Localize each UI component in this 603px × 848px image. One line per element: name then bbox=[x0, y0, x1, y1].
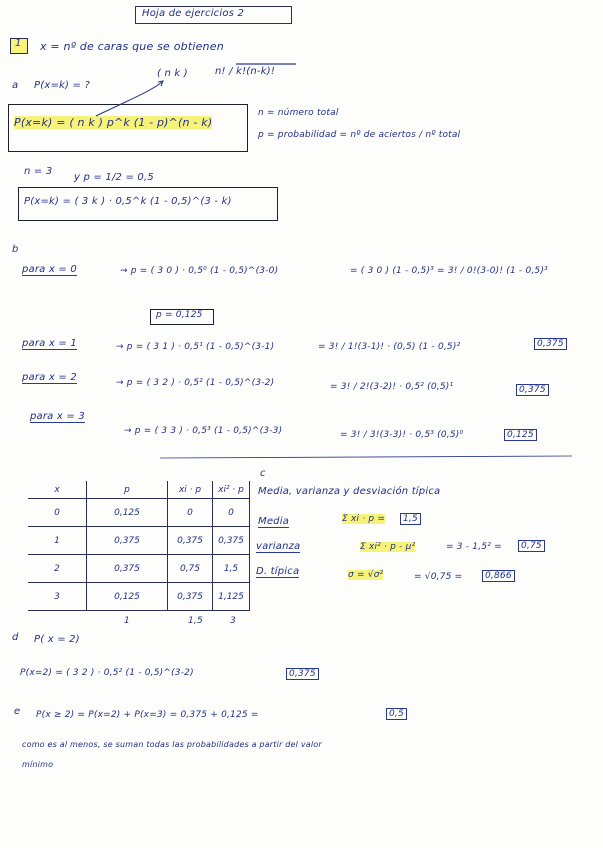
table-cell: 0 bbox=[168, 499, 213, 527]
part-e-note-line2: mínimo bbox=[22, 760, 54, 769]
table-cell: 0,375 bbox=[213, 527, 250, 555]
table-row bbox=[28, 527, 250, 555]
part-d-question: P( x = 2) bbox=[34, 634, 80, 645]
binomial-formula: P(x=k) = ( n k ) p^k (1 - p)^(n - k) bbox=[14, 116, 213, 129]
table-header: x bbox=[28, 481, 87, 499]
table-cell: 0,375 bbox=[168, 527, 213, 555]
part-e-expr: P(x ≥ 2) = P(x=2) + P(x=3) = 0,375 + 0,125 = bbox=[36, 710, 259, 720]
part-d-expr: P(x=2) = ( 3 2 ) · 0,5² (1 - 0,5)^(3-2) bbox=[20, 668, 194, 678]
x3-label: para x = 3 bbox=[30, 411, 85, 422]
table-header: xi² · p bbox=[213, 481, 250, 499]
p-value: y p = 1/2 = 0,5 bbox=[74, 172, 154, 183]
table-cell: 1,125 bbox=[213, 583, 250, 611]
combination-definition: ( n k ) bbox=[157, 68, 188, 79]
x0-expr: → p = ( 3 0 ) · 0,5⁰ (1 - 0,5)^(3-0) bbox=[120, 266, 279, 276]
dtipica-formula: σ = √σ² bbox=[348, 570, 384, 580]
problem-number: 1 bbox=[15, 38, 22, 49]
x2-expr2: = 3! / 2!(3-2)! · 0,5² (0,5)¹ bbox=[330, 382, 454, 392]
legend-p: p = probabilidad = nº de aciertos / nº total bbox=[258, 130, 461, 140]
part-a-question: P(x=k) = ? bbox=[34, 80, 90, 91]
part-a-label: a bbox=[12, 80, 19, 91]
table-header: p bbox=[87, 481, 168, 499]
x2-result: 0,375 bbox=[516, 384, 549, 396]
legend-n: n = número total bbox=[258, 108, 339, 118]
x1-expr: → p = ( 3 1 ) · 0,5¹ (1 - 0,5)^(3-1) bbox=[116, 342, 275, 352]
varianza-formula: Σ xi² · p - μ² bbox=[360, 542, 416, 552]
combination-formula: n! / k!(n-k)! bbox=[215, 66, 276, 77]
table-header: xi · p bbox=[168, 481, 213, 499]
x1-label: para x = 1 bbox=[22, 338, 77, 349]
n-value: n = 3 bbox=[24, 166, 53, 177]
arrow-head-icon bbox=[158, 81, 163, 86]
total-xi2p: 3 bbox=[230, 616, 236, 626]
part-c-label: c bbox=[260, 468, 266, 479]
dtipica-result: 0,866 bbox=[482, 570, 515, 582]
x3-result: 0,125 bbox=[504, 429, 537, 441]
x1-expr2: = 3! / 1!(3-1)! · (0,5) (1 - 0,5)² bbox=[318, 342, 461, 352]
table-row bbox=[28, 499, 250, 527]
table-cell: 0,375 bbox=[87, 527, 168, 555]
x0-result: p = 0,125 bbox=[156, 310, 203, 320]
varianza-label: varianza bbox=[256, 541, 301, 552]
part-d-label: d bbox=[12, 632, 19, 643]
total-p: 1 bbox=[124, 616, 130, 626]
page-title: Hoja de ejercicios 2 bbox=[142, 8, 245, 19]
varianza-calc: = 3 - 1,5² = bbox=[446, 542, 502, 552]
dtipica-label: D. típica bbox=[256, 566, 300, 577]
table-cell: 1,5 bbox=[213, 555, 250, 583]
x2-label: para x = 2 bbox=[22, 372, 77, 383]
table-cell: 0,375 bbox=[87, 555, 168, 583]
distribution-table bbox=[28, 481, 250, 611]
table-cell: 0 bbox=[213, 499, 250, 527]
applied-formula: P(x=k) = ( 3 k ) · 0,5^k (1 - 0,5)^(3 - k) bbox=[24, 196, 232, 207]
media-label: Media bbox=[258, 516, 290, 527]
total-xip: 1,5 bbox=[188, 616, 203, 626]
varianza-result: 0,75 bbox=[518, 540, 545, 552]
x3-expr: → p = ( 3 3 ) · 0,5³ (1 - 0,5)^(3-3) bbox=[124, 426, 283, 436]
table-header-row bbox=[28, 481, 250, 499]
table-cell: 0,125 bbox=[87, 499, 168, 527]
media-formula: Σ xi · p = bbox=[342, 514, 386, 524]
table-row bbox=[28, 583, 250, 611]
table-cell: 0,75 bbox=[168, 555, 213, 583]
x3-expr2: = 3! / 3!(3-3)! · 0,5³ (0,5)⁰ bbox=[340, 430, 464, 440]
part-e-note-line1: como es al menos, se suman todas las probabilidades a partir del valor bbox=[22, 740, 322, 749]
part-e-result: 0,5 bbox=[386, 708, 407, 720]
x0-label: para x = 0 bbox=[22, 264, 77, 275]
dtipica-calc: = √0,75 = bbox=[414, 572, 463, 582]
part-c-heading: Media, varianza y desviación típica bbox=[258, 486, 441, 497]
table-cell: 0,375 bbox=[168, 583, 213, 611]
fraction-bar bbox=[160, 456, 572, 458]
media-result: 1,5 bbox=[400, 513, 421, 525]
table-cell: 3 bbox=[28, 583, 87, 611]
x2-expr: → p = ( 3 2 ) · 0,5² (1 - 0,5)^(3-2) bbox=[116, 378, 275, 388]
table-cell: 0,125 bbox=[87, 583, 168, 611]
table-cell: 2 bbox=[28, 555, 87, 583]
part-b-label: b bbox=[12, 244, 19, 255]
x0-expr2: = ( 3 0 ) (1 - 0,5)³ = 3! / 0!(3-0)! (1 - 0,5)³ bbox=[350, 266, 548, 276]
x1-result: 0,375 bbox=[534, 338, 567, 350]
table-row bbox=[28, 555, 250, 583]
part-e-label: e bbox=[14, 706, 21, 717]
problem-statement: x = nº de caras que se obtienen bbox=[40, 40, 224, 53]
table-cell: 0 bbox=[28, 499, 87, 527]
table-cell: 1 bbox=[28, 527, 87, 555]
part-d-result: 0,375 bbox=[286, 668, 319, 680]
